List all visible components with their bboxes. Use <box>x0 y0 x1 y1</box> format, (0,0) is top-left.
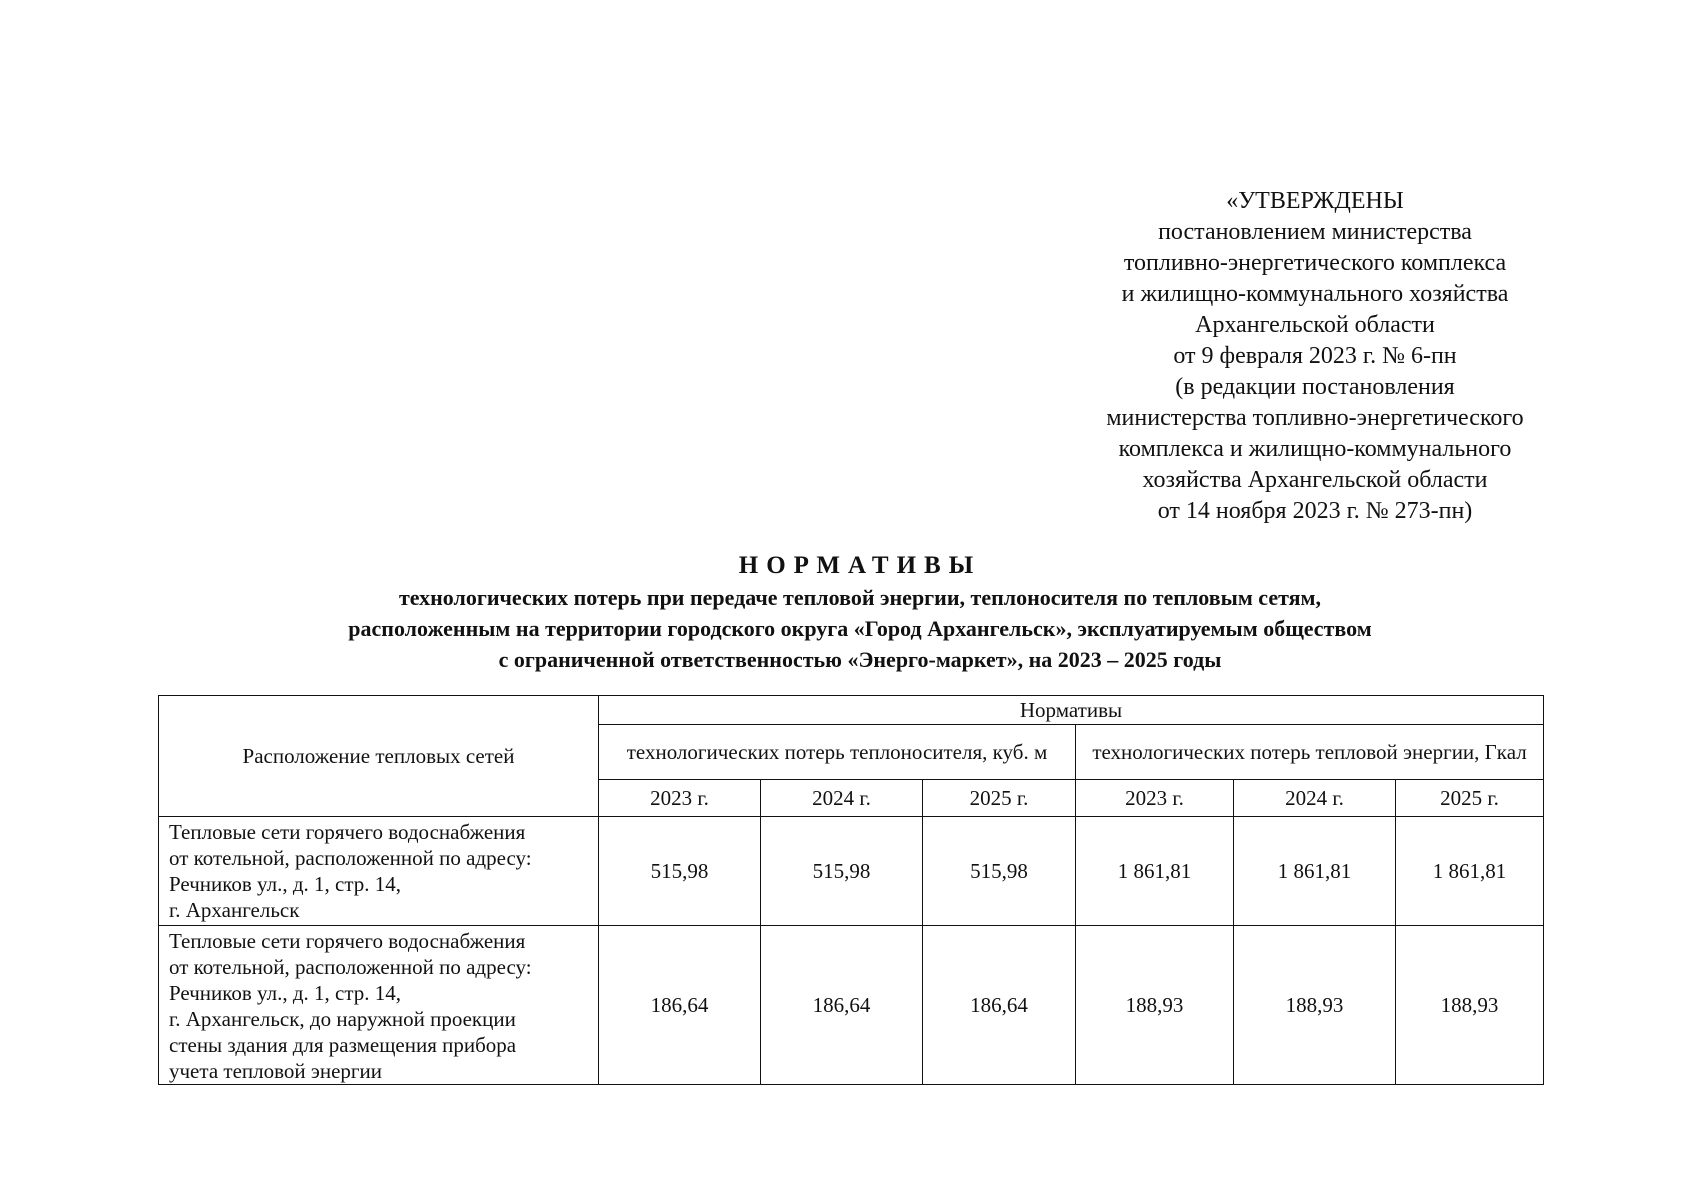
value-cell: 515,98 <box>599 817 761 926</box>
approval-line: и жилищно-коммунального хозяйства <box>1121 281 1509 307</box>
location-line: Тепловые сети горячего водоснабжения <box>169 929 526 953</box>
location-line: стены здания для размещения прибора <box>169 1033 517 1057</box>
header-year: 2023 г. <box>1076 780 1234 817</box>
document-title <box>160 550 1560 675</box>
value-cell: 1 861,81 <box>1234 817 1396 926</box>
header-year: 2024 г. <box>1234 780 1396 817</box>
header-row <box>159 696 1544 725</box>
table-row <box>159 817 1544 926</box>
approval-line: топливно-энергетического комплекса <box>1123 250 1507 276</box>
approval-line: Архангельской области <box>1195 312 1435 338</box>
location-line: учета тепловой энергии <box>169 1059 383 1083</box>
header-year: 2024 г. <box>761 780 923 817</box>
value-cell: 186,64 <box>599 926 761 1085</box>
title-sub-line: технологических потерь при передаче тепловой энергии, теплоносителя по тепловым сетям, <box>398 585 1322 610</box>
title-main: НОРМАТИВЫ <box>738 552 982 579</box>
location-line: от котельной, расположенной по адресу: <box>169 955 532 979</box>
value-cell: 1 861,81 <box>1076 817 1234 926</box>
norms-table <box>158 695 1544 1085</box>
location-line: г. Архангельск <box>169 898 300 922</box>
approval-line: постановлением министерства <box>1158 219 1472 245</box>
header-coolant-losses: технологических потерь теплоносителя, куб. м <box>599 725 1076 780</box>
value-cell: 186,64 <box>923 926 1076 1085</box>
value-cell: 515,98 <box>923 817 1076 926</box>
header-location: Расположение тепловых сетей <box>159 696 599 817</box>
value-cell: 186,64 <box>761 926 923 1085</box>
value-cell: 188,93 <box>1234 926 1396 1085</box>
approval-line: хозяйства Архангельской области <box>1142 467 1488 493</box>
location-line: Речников ул., д. 1, стр. 14, <box>169 872 402 896</box>
title-sub-line: с ограниченной ответственностью «Энерго-маркет», на 2023 – 2025 годы <box>498 647 1222 672</box>
approval-line: от 14 ноября 2023 г. № 273-пн) <box>1157 498 1473 524</box>
approval-stamp <box>1060 186 1570 527</box>
approval-line: (в редакции постановления <box>1175 374 1455 400</box>
location-line: Тепловые сети горячего водоснабжения <box>169 820 526 844</box>
header-heat-losses: технологических потерь тепловой энергии, Гкал <box>1076 725 1544 780</box>
value-cell: 188,93 <box>1396 926 1544 1085</box>
approval-line: от 9 февраля 2023 г. № 6-пн <box>1173 343 1457 369</box>
location-cell <box>159 817 599 926</box>
approval-line: министерства топливно-энергетического <box>1106 405 1524 431</box>
header-norms: Нормативы <box>599 696 1544 725</box>
value-cell: 1 861,81 <box>1396 817 1544 926</box>
header-year: 2025 г. <box>923 780 1076 817</box>
value-cell: 188,93 <box>1076 926 1234 1085</box>
header-year: 2023 г. <box>599 780 761 817</box>
location-line: от котельной, расположенной по адресу: <box>169 846 532 870</box>
location-cell <box>159 926 599 1085</box>
approval-line: «УТВЕРЖДЕНЫ <box>1226 188 1404 214</box>
location-line: Речников ул., д. 1, стр. 14, <box>169 981 402 1005</box>
table-row <box>159 926 1544 1085</box>
title-sub-line: расположенным на территории городского округа «Город Архангельск», эксплуатируемым обществом <box>348 616 1372 641</box>
location-line: г. Архангельск, до наружной проекции <box>169 1007 516 1031</box>
header-year: 2025 г. <box>1396 780 1544 817</box>
approval-line: комплекса и жилищно-коммунального <box>1118 436 1512 462</box>
value-cell: 515,98 <box>761 817 923 926</box>
